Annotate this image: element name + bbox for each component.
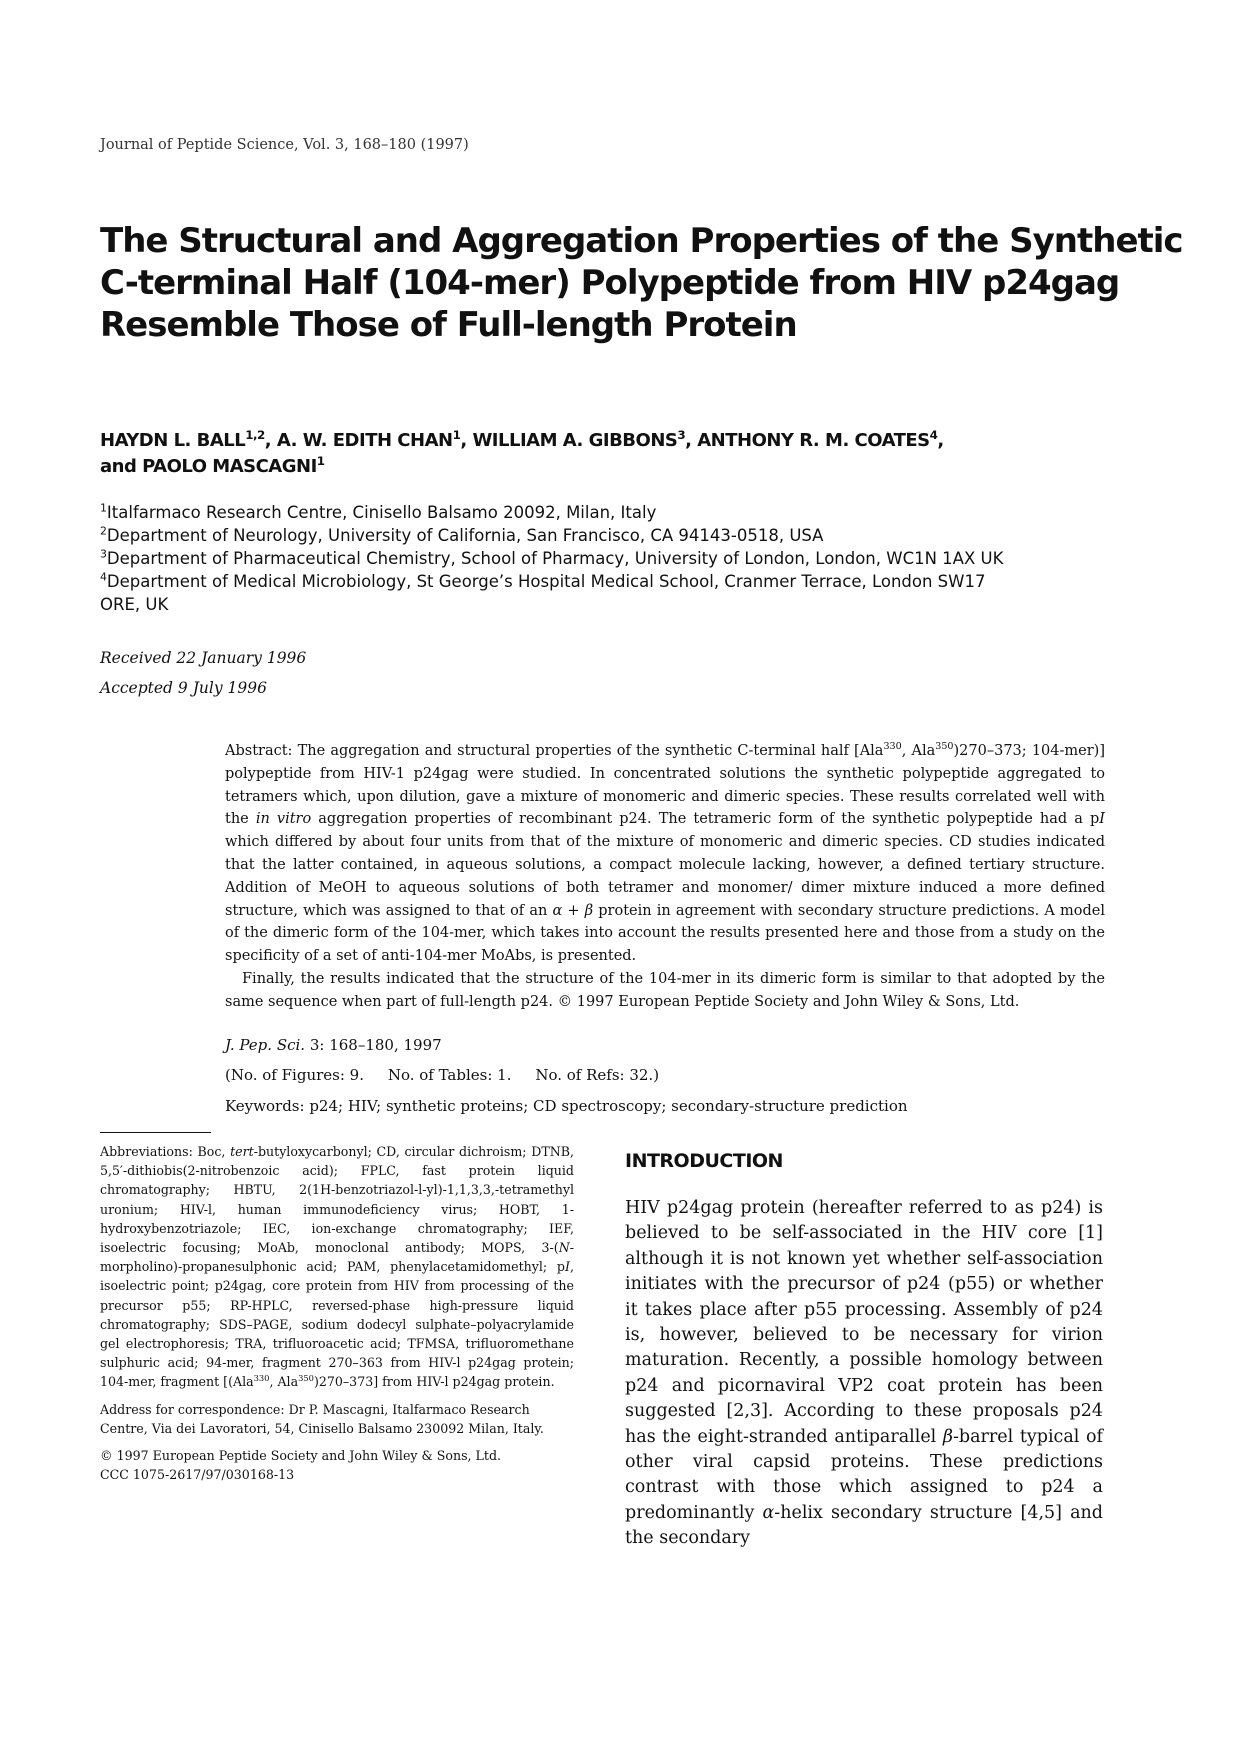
superscript: 350 [935,741,954,753]
copyright-line: © 1997 European Peptide Society and John Wiley & Sons, Ltd. [100,1448,502,1464]
author-affil-marker: 4 [929,428,938,442]
footnotes [100,1142,574,1484]
affil-number: 2 [100,524,107,538]
footnote-text: Abbreviations: Boc, [100,1144,231,1159]
body-text: HIV p24gag protein (hereafter referred to as p24) is believed to be self-associated in the HIV core [1] although it is not known yet whether self-association initiates with the precursor of p24 (p55) or whether it takes place after p55 processing. Assembly of p24 is, however, believed to be necessary for virion maturation. Recently, a possible homology between p24 and picornaviral VP2 coat protein has been suggested [2,3]. According to these proposals p24 has the eight-stranded antiparallel [625,1198,1103,1447]
abstract-text: , Ala [901,743,936,759]
affil-text: Department of Medical Microbiology, St George’s Hospital Medical School, Cranmer Terrace, London SW17 [106,572,986,591]
counts-line: (No. of Figures: 9. No. of Tables: 1. No. of Refs: 32.) [225,1066,660,1084]
superscript: 350 [298,1373,314,1384]
author-name: , A. W. EDITH CHAN [264,430,453,451]
abstract-text: Abstract: The aggregation and structural properties of the synthetic C-terminal half [Ala [225,743,884,759]
greek-symbol: α + β [552,902,594,919]
correspondence-address: Address for correspondence: Dr P. Mascagni, Italfarmaco Research Centre, Via dei Lavoratori, 54, Cinisello Balsamo 230092 Milan, Italy. [100,1401,544,1436]
affil-text: Italfarmaco Research Centre, Cinisello Balsamo 20092, Milan, Italy [106,503,657,522]
body-text: -barrel typical of other viral capsid proteins. These predictions contrast with those which assigned to p24 a predominantly [625,1426,1103,1523]
footnote-text: )270–373] from HIV-l p24gag protein. [313,1374,555,1390]
footnote-rule [100,1132,211,1133]
affil-text: Department of Neurology, University of California, San Francisco, CA 94143-0518, USA [106,526,824,545]
author-name: and PAOLO MASCAGNI [100,456,317,477]
footnote-text: -butyloxycarbonyl; CD, circular dichroism; DTNB, 5,5′-dithiobis(2-nitrobenzoic acid); FPLC, fast protein liquid chromatography; HBTU, 2(1H-benzotriazol-l-yl)-1,1,3,3,-tetramethyl uronium; HIV-l, human immunodeficiency virus; HOBT, 1-hydroxybenzotriazole; IEC, ion-exchange chromatography; IEF, isoelectric focusing; MoAb, monoclonal antibody; MOPS, 3-( [100,1144,574,1256]
greek-symbol: α [762,1502,775,1523]
affil-number: 3 [100,547,107,561]
affiliation [100,524,1140,547]
affil-number: 4 [100,570,107,584]
abstract-text: aggregation properties of recombinant p24. The tetrameric form of the synthetic polypeptide had a p [311,811,1100,828]
author-line [100,428,1140,454]
title-line: Resemble Those of Full-length Protein [100,305,797,345]
section-heading-introduction: INTRODUCTION [625,1150,783,1172]
affiliation [100,547,1140,570]
footnote-text: , isoelectric point; p24gag, core protein from HIV from processing of the precursor p55; RP-HPLC, reversed-phase high-pressure liquid chromatography; SDS–PAGE, sodium dodecyl sulphate–polyacrylamide gel electrophoresis; TRA, trifluoroacetic acid; TFMSA, trifluoromethane sulphuric acid; 94-mer, fragment 270–363 from HIV-l p24gag protein; 104-mer, fragment [(Ala [100,1259,574,1390]
author-affil-marker: 1 [316,454,325,468]
abstract-paragraph: Finally, the results indicated that the structure of the 104-mer in its dimeric form is similar to that adopted by the same sequence when part of full-length p24. © 1997 European Peptide Society and John Wiley & Sons, Ltd. [225,970,1105,1010]
accepted-date: Accepted 9 July 1996 [100,679,267,697]
author-name: HAYDN L. BALL [100,430,246,451]
keywords: Keywords: p24; HIV; synthetic proteins; CD spectroscopy; secondary-structure prediction [225,1097,908,1115]
author-affil-marker: 3 [677,428,686,442]
title-line: C-terminal Half (104-mer) Polypeptide from HIV p24gag [100,263,1120,303]
italic-term: I [565,1259,570,1275]
journal-abbrev: J. Pep. Sci. [225,1036,306,1054]
abstract-text: which differed by about four units from that of the mixture of monomeric and dimeric species. CD studies indicated that the latter contained, in aqueous solutions, a compact molecule lacking, however, a defined tertiary structure. Addition of MeOH to aqueous solutions of both tetramer and monomer/ dimer mixture induced a more defined structure, which was assigned to that of an [225,834,1105,919]
abstract-text: protein in agreement with secondary structure predictions. A model of the dimeric form of the 104-mer, which takes into account the results presented here and those from a study on the specificity of a set of anti-104-mer MoAbs, is presented. [225,902,1106,965]
journal-header: Journal of Peptide Science, Vol. 3, 168–180 (1997) [100,137,469,153]
italic-term: I [1099,811,1105,828]
italic-term: N [558,1240,570,1256]
citation-block [225,1030,659,1090]
superscript: 330 [883,741,902,753]
author-name: , ANTHONY R. M. COATES [685,430,930,451]
affil-text: Department of Pharmaceutical Chemistry, School of Pharmacy, University of London, London, WC1N 1AX UK [106,549,1004,568]
abstract-text: )270–373; 104-mer)] polypeptide from HIV-1 p24gag were studied. In concentrated solutions the synthetic polypeptide aggregated to tetramers which, upon dilution, gave a mixture of monomeric and dimeric species. These results correlated well with the [225,743,1105,828]
affil-number: 1 [100,501,107,515]
body-text: -helix secondary structure [4,5] and the secondary [625,1502,1103,1549]
abbreviations [100,1142,574,1392]
footnote-text: -morpholino)-propanesulphonic acid; PAM, phenylacetamidomethyl; p [100,1240,574,1275]
affiliation [100,570,1140,593]
author-name: , WILLIAM A. GIBBONS [460,430,678,451]
author-list [100,428,1140,480]
italic-term: in vitro [255,811,312,828]
article-dates [100,643,306,703]
author-affil-marker: 1 [452,428,461,442]
footnote-text: , Ala [269,1374,299,1390]
greek-symbol: β [942,1426,953,1447]
citation-line [225,1030,659,1060]
received-date: Received 22 January 1996 [100,649,307,667]
title-line: The Structural and Aggregation Properties of the Synthetic [100,221,1183,261]
abstract [225,740,1105,1014]
author-affil-marker: 1,2 [245,428,265,442]
affiliation [100,501,1140,524]
affiliation-continued: ORE, UK [100,595,169,614]
author-line [100,454,1140,480]
article-title [100,220,1183,346]
author-separator: , [937,430,944,451]
superscript: 330 [253,1373,270,1384]
ccc-code: CCC 1075-2617/97/030168-13 [100,1467,295,1483]
italic-term: tert [230,1144,254,1159]
abstract-paragraph [225,740,1105,968]
affiliation-list [100,501,1140,616]
introduction-body [625,1196,1103,1552]
citation-rest: 3: 168–180, 1997 [305,1036,442,1054]
